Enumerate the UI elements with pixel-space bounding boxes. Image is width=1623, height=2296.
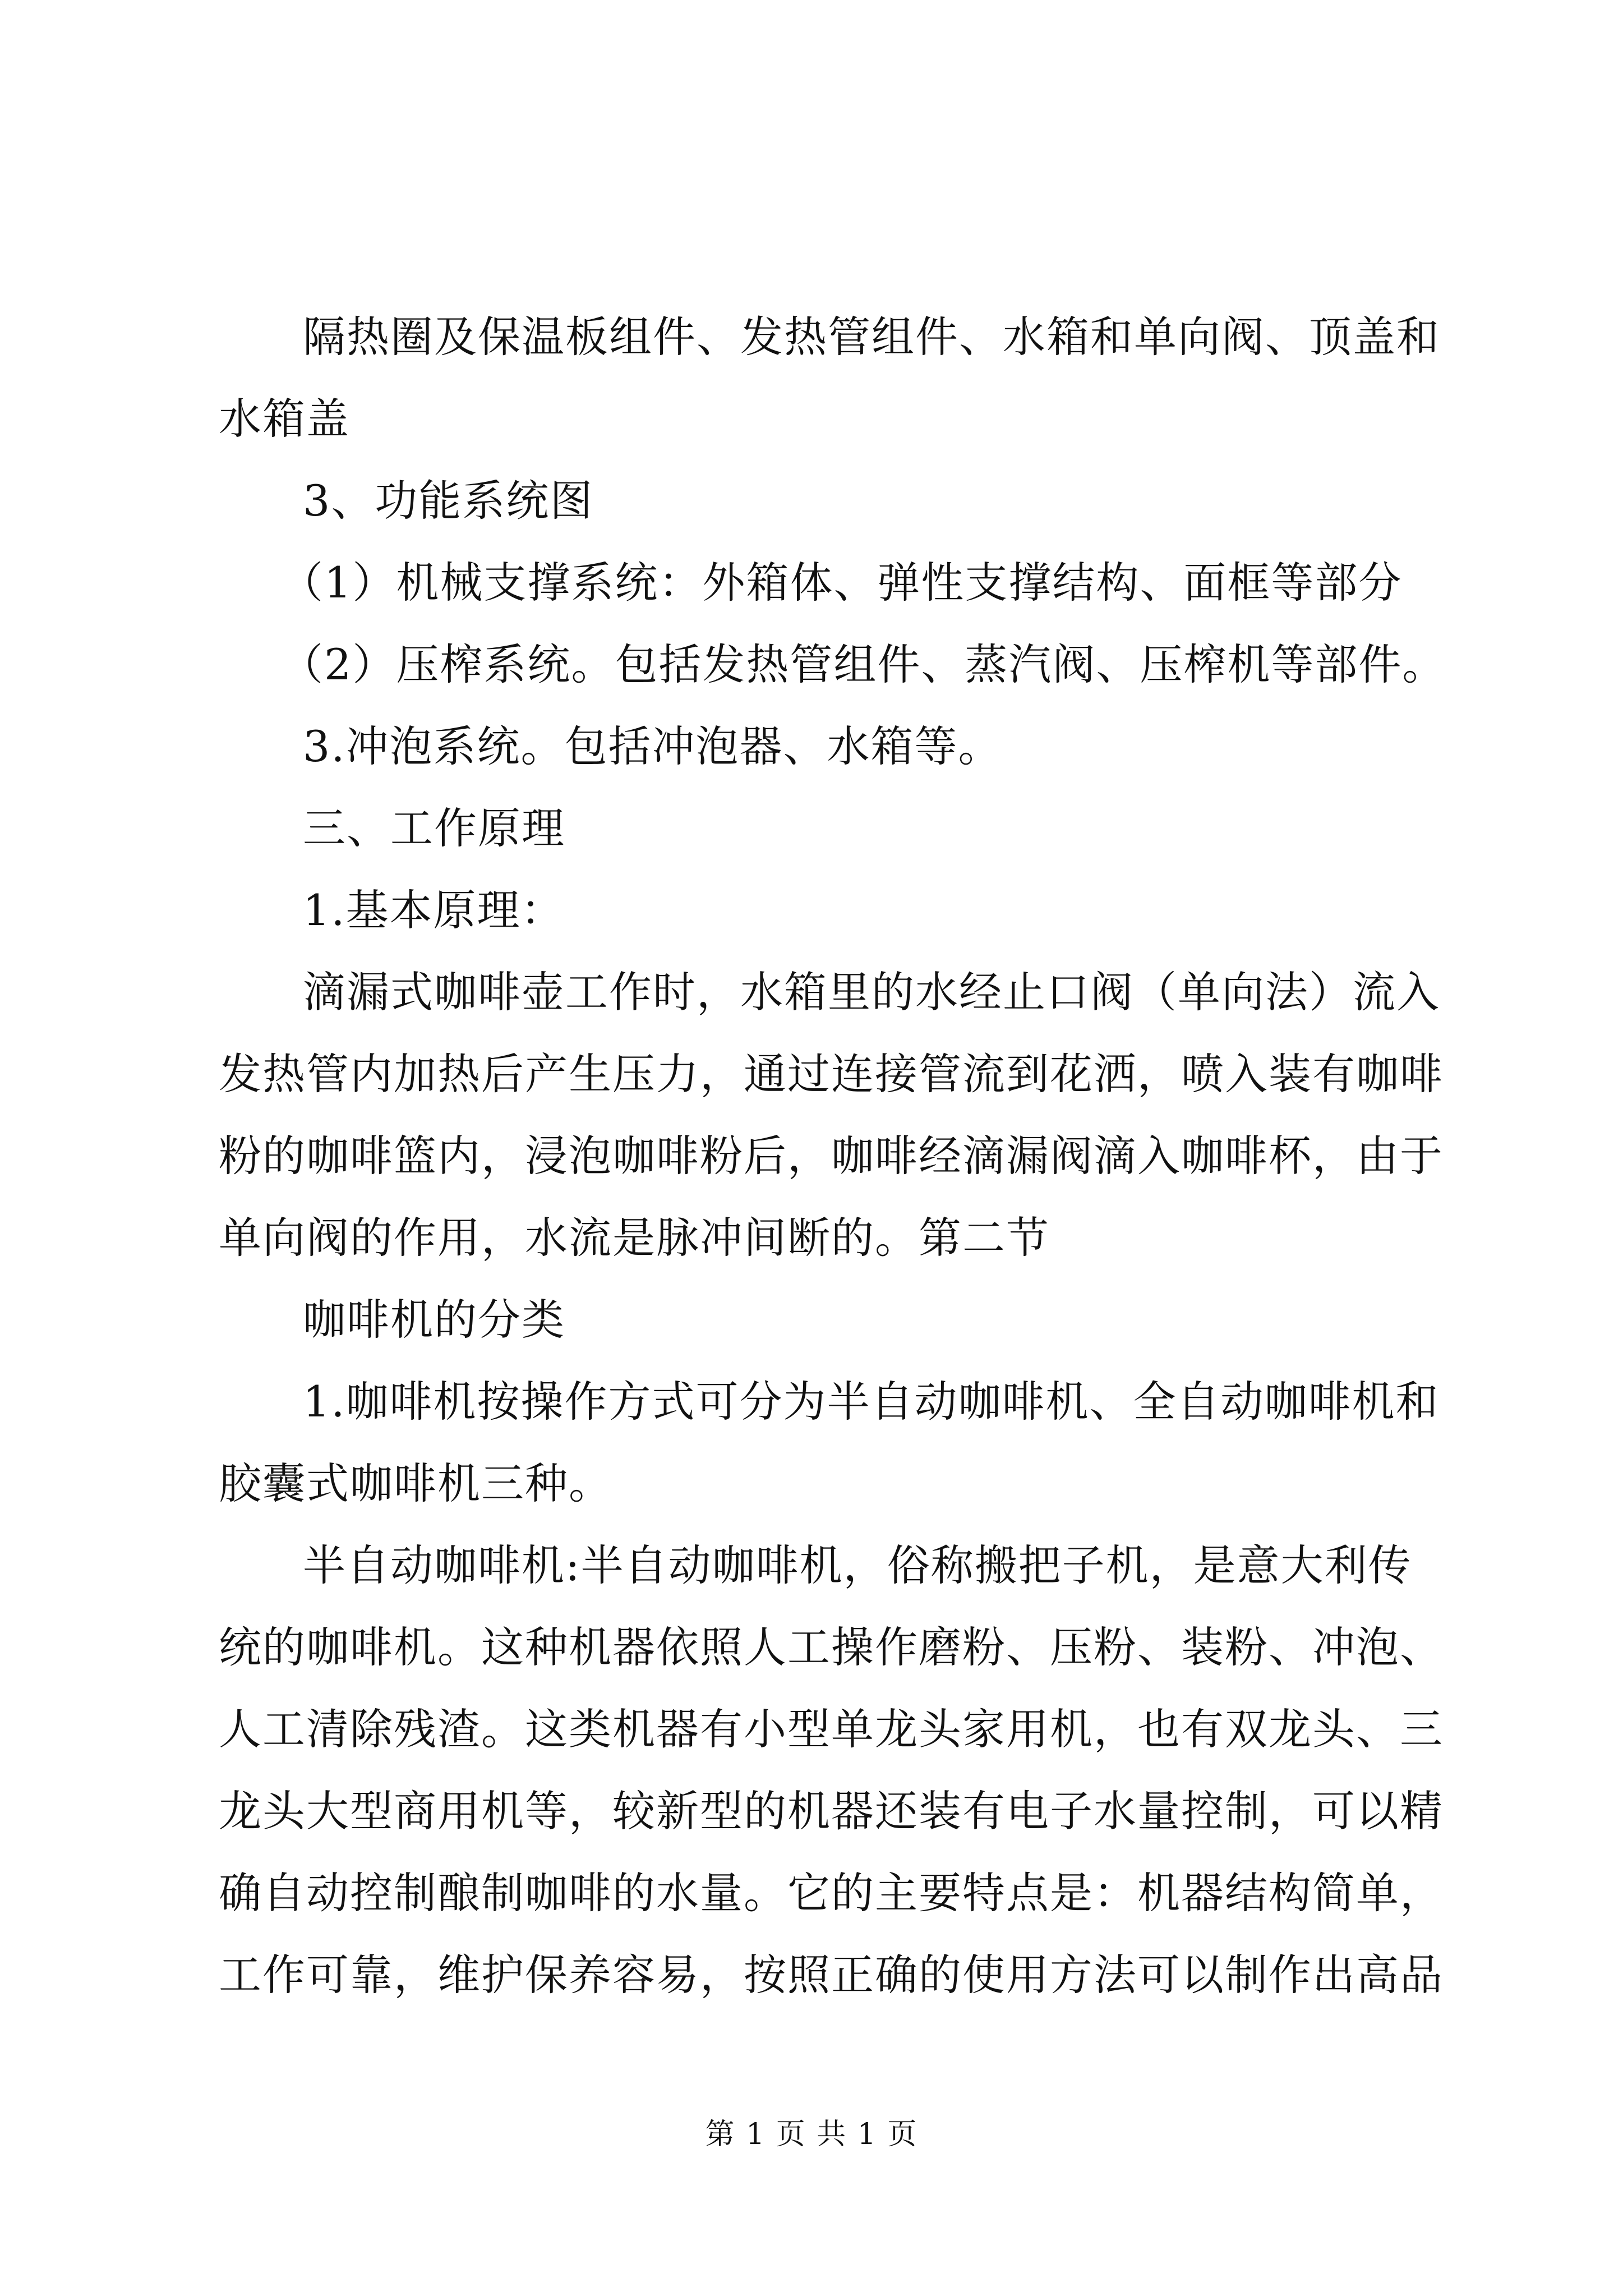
paragraph-line: 人工清除残渣。这类机器有小型单龙头家用机，也有双龙头、三 [219,1704,1444,1754]
paragraph-line: 龙头大型商用机等，较新型的机器还装有电子水量控制，可以精 [219,1786,1444,1836]
paragraph-line: 水箱盖 [219,394,350,444]
section-heading: 三、工作原理 [303,803,565,853]
paragraph-line: 发热管内加热后产生压力，通过连接管流到花洒，喷入装有咖啡 [219,1049,1444,1099]
section-heading: 咖啡机的分类 [303,1295,565,1345]
list-item: 3.冲泡系统。包括冲泡器、水箱等。 [303,721,1002,771]
paragraph-line: 隔热圈及保温板组件、发热管组件、水箱和单向阀、顶盖和 [303,312,1440,362]
list-item: （2）压榨系统。包括发热管组件、蒸汽阀、压榨机等部件。 [280,639,1446,689]
paragraph-line: 半自动咖啡机:半自动咖啡机，俗称搬把子机，是意大利传 [303,1540,1412,1590]
paragraph-line: 工作可靠，维护保养容易，按照正确的使用方法可以制作出高品 [219,1950,1444,2000]
paragraph-line: 胶囊式咖啡机三种。 [219,1458,612,1508]
subsection-heading: 1.基本原理： [303,885,565,935]
paragraph-line: 粉的咖啡篮内，浸泡咖啡粉后，咖啡经滴漏阀滴入咖啡杯，由于 [219,1131,1444,1181]
paragraph-line: 单向阀的作用，水流是脉冲间断的。第二节 [219,1213,1050,1263]
page-footer [0,2115,1623,2154]
paragraph-line: 滴漏式咖啡壶工作时，水箱里的水经止口阀（单向法）流入 [303,967,1440,1017]
paragraph-line: 确自动控制酿制咖啡的水量。它的主要特点是：机器结构简单， [219,1868,1444,1918]
section-heading: 3、功能系统图 [303,476,594,526]
page-number-label: 第 1 页 共 1 页 [705,2118,918,2151]
paragraph-line: 1.咖啡机按操作方式可分为半自动咖啡机、全自动咖啡机和 [303,1377,1440,1427]
document-body [219,296,1446,2016]
paragraph-line: 统的咖啡机。这种机器依照人工操作磨粉、压粉、装粉、冲泡、 [219,1622,1444,1672]
list-item: （1）机械支撑系统：外箱体、弹性支撑结构、面框等部分 [280,558,1403,608]
